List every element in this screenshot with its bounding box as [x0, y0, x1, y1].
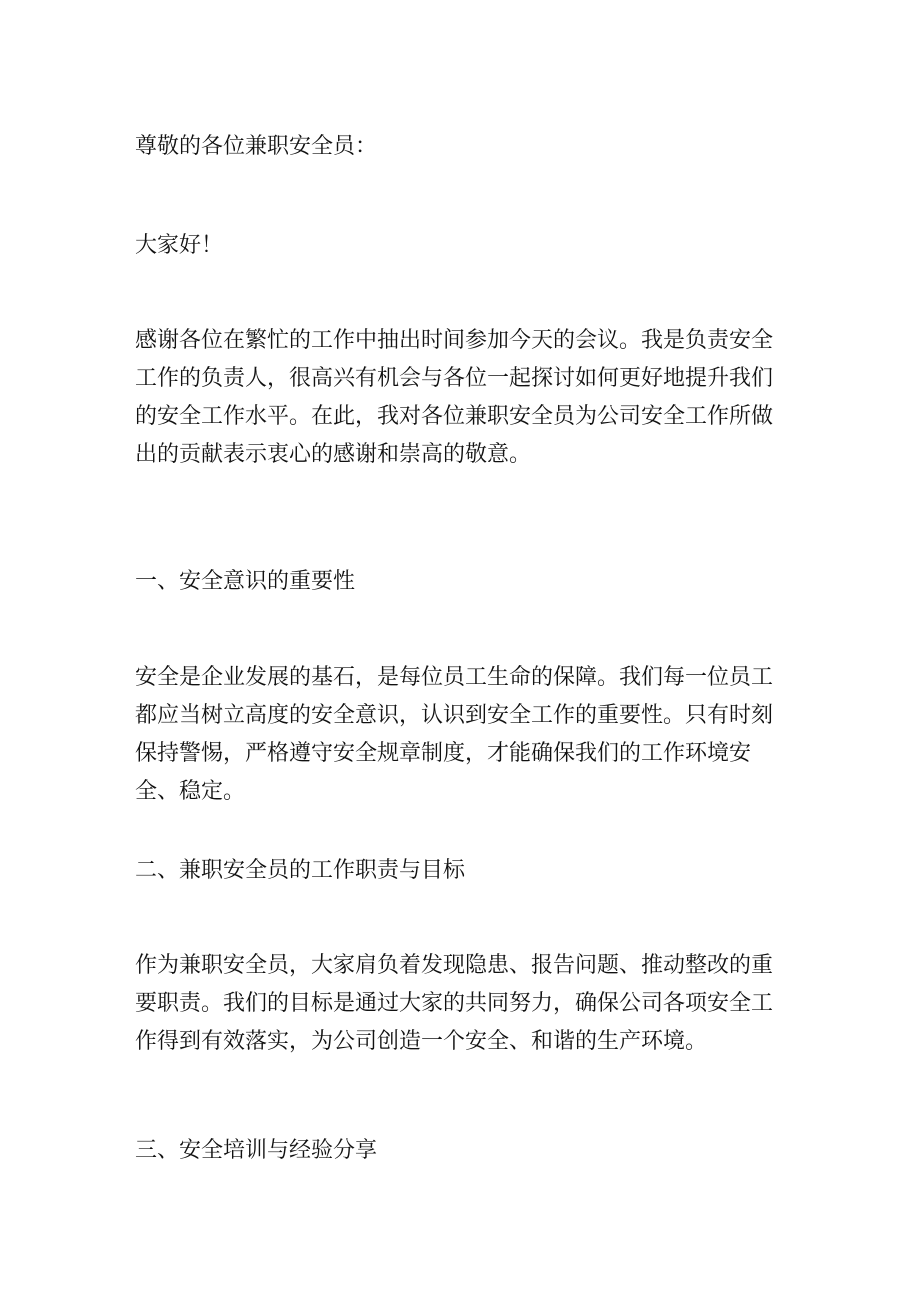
intro-block — [135, 322, 785, 474]
section-heading-2: 二、兼职安全员的工作职责与目标 — [135, 858, 466, 883]
salutation-block — [135, 128, 785, 166]
section1-heading-block — [135, 563, 785, 601]
section-heading-1: 一、安全意识的重要性 — [135, 569, 356, 594]
section3-heading-block — [135, 1132, 785, 1170]
salutation: 尊敬的各位兼职安全员： — [135, 134, 378, 159]
section2-heading-block — [135, 852, 785, 890]
section2-body-block — [135, 947, 785, 1061]
section1-body-block — [135, 659, 785, 811]
greeting: 大家好！ — [135, 233, 224, 258]
section-heading-3: 三、安全培训与经验分享 — [135, 1138, 378, 1163]
section-body-2: 作为兼职安全员，大家肩负着发现隐患、报告问题、推动整改的重要职责。我们的目标是通过大家的共同努力，确保公司各项安全工作得到有效落实，为公司创造一个安全、和谐的生产环境。 — [135, 953, 774, 1054]
section-body-1: 安全是企业发展的基石，是每位员工生命的保障。我们每一位员工都应当树立高度的安全意识，认识到安全工作的重要性。只有时刻保持警惕，严格遵守安全规章制度，才能确保我们的工作环境安全、稳定。 — [135, 665, 774, 804]
intro-paragraph: 感谢各位在繁忙的工作中抽出时间参加今天的会议。我是负责安全工作的负责人，很高兴有机会与各位一起探讨如何更好地提升我们的安全工作水平。在此，我对各位兼职安全员为公司安全工作所做出的贡献表示衷心的感谢和崇高的敬意。 — [135, 328, 774, 467]
greeting-block — [135, 227, 785, 265]
